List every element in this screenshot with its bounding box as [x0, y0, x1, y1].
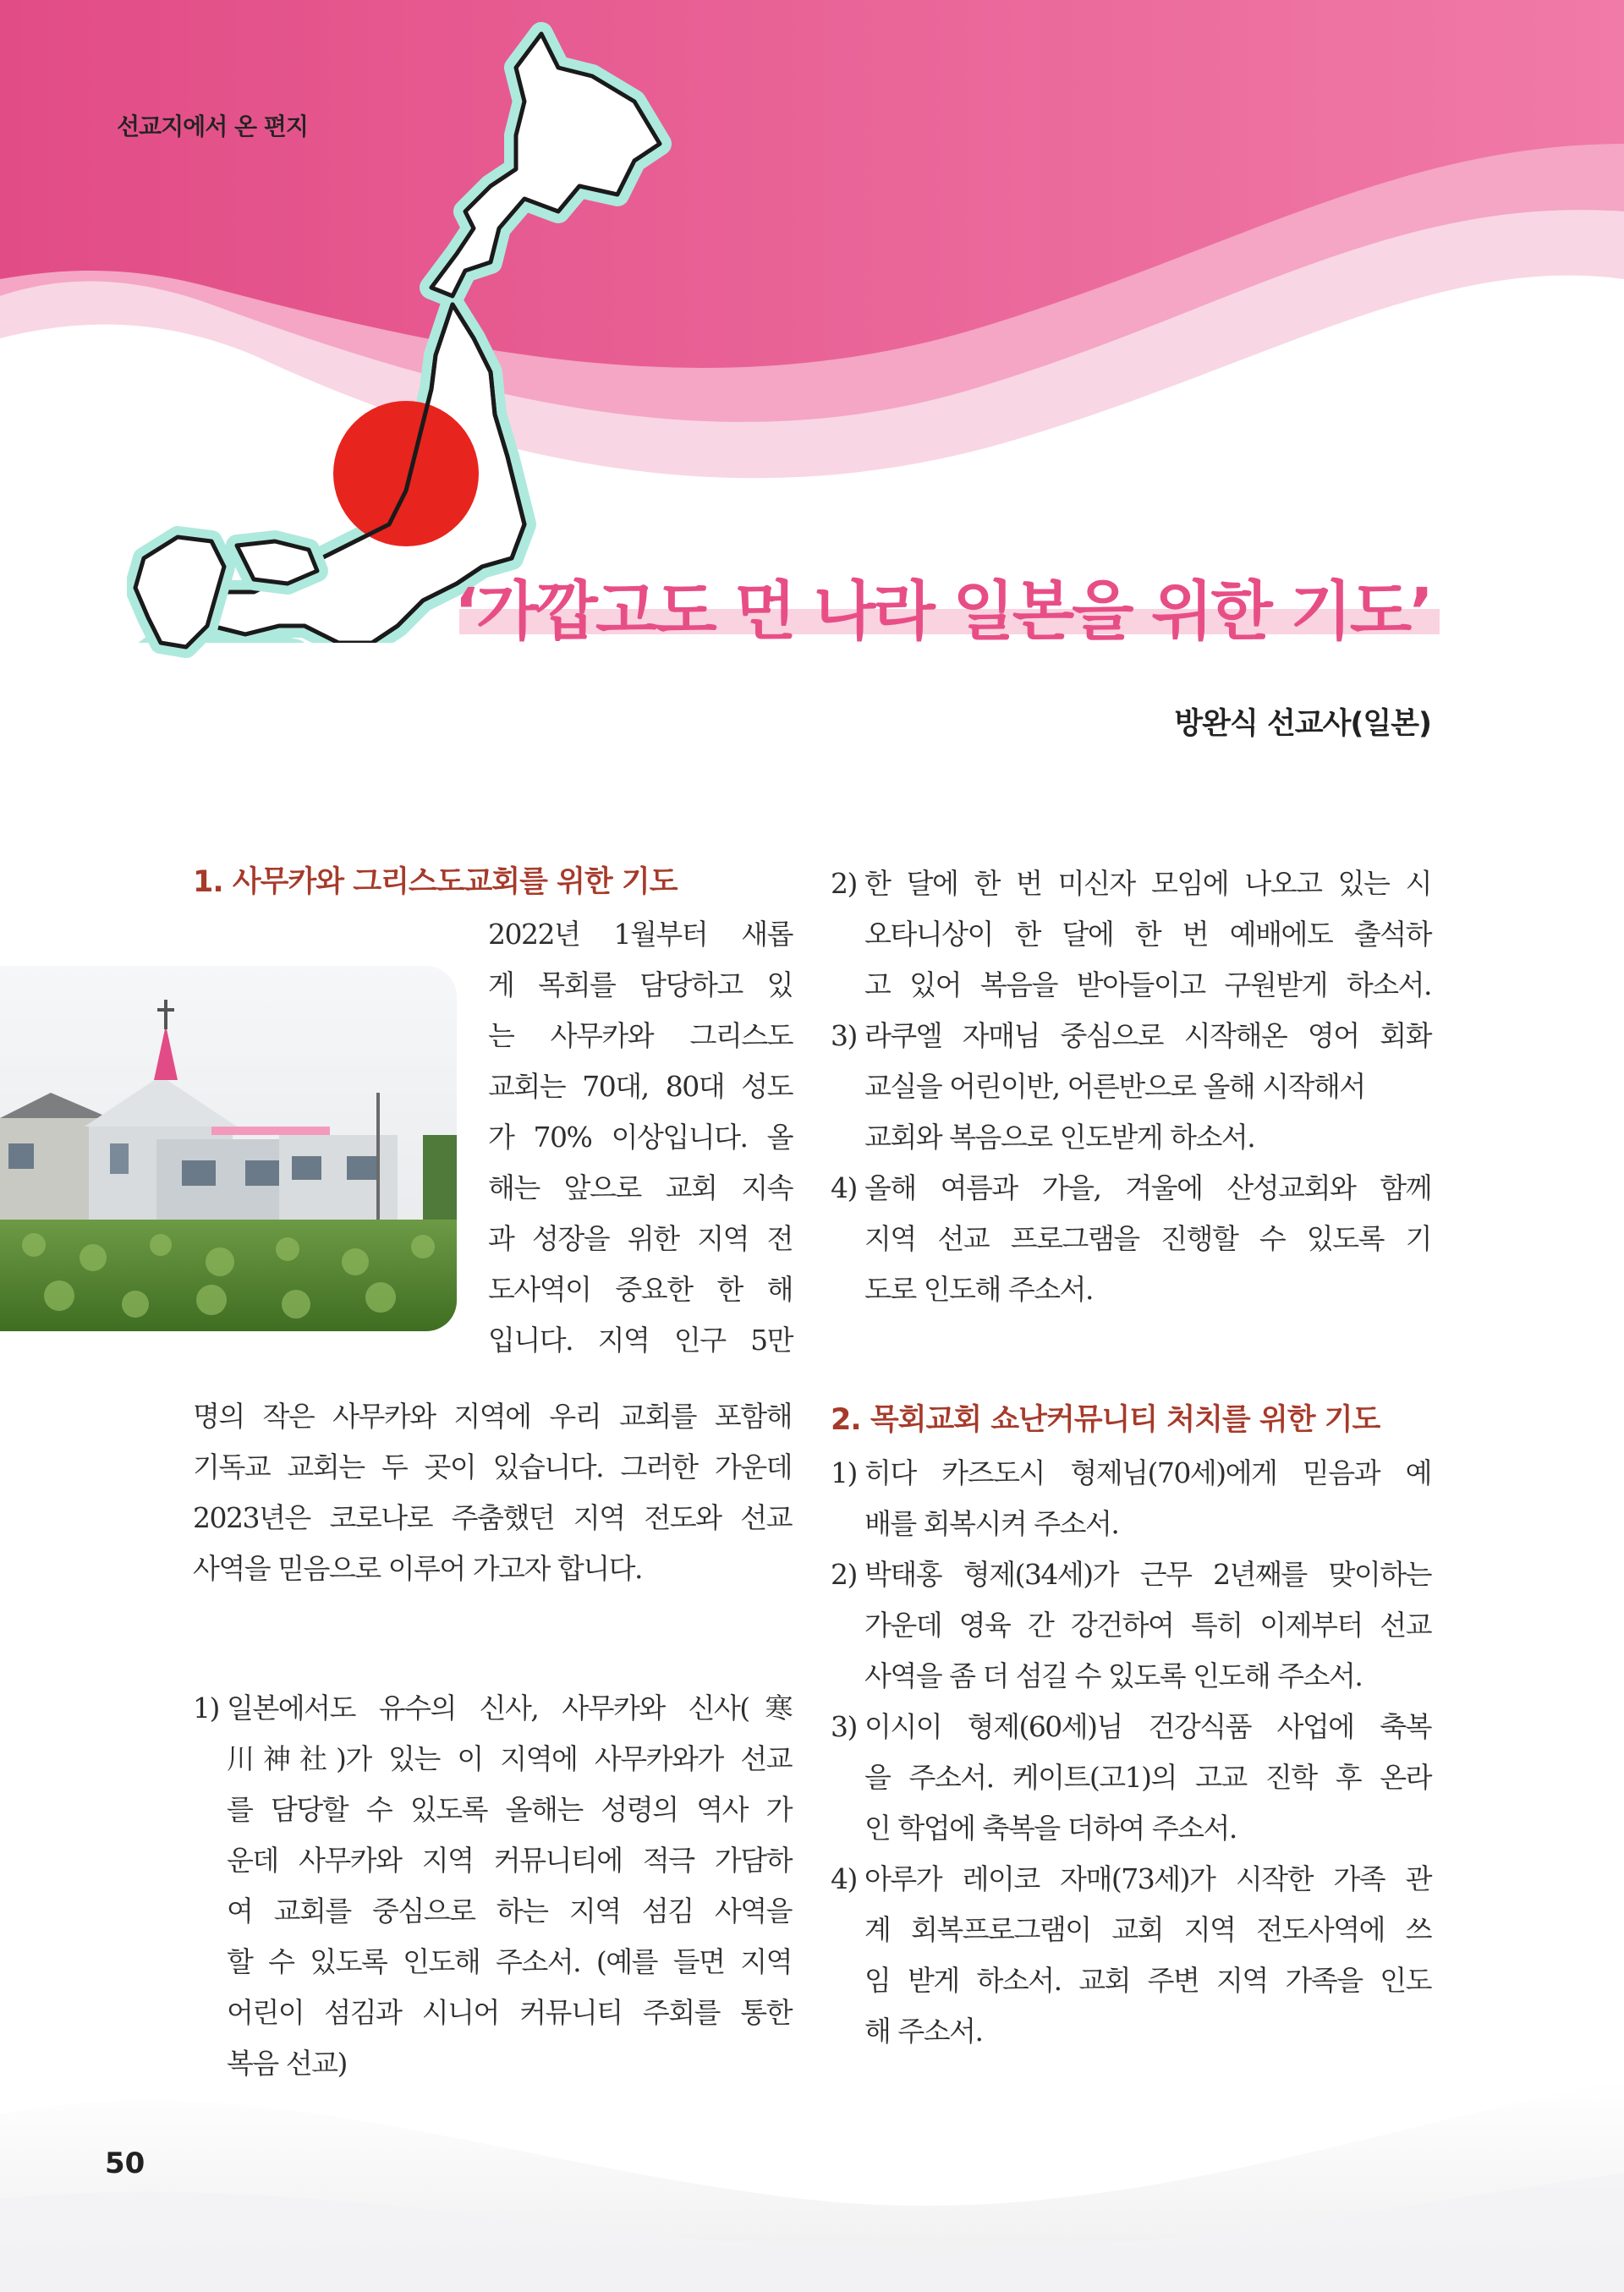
item-line: 운데 사무카와 지역 커뮤니티에 적극 가담하: [227, 1844, 792, 1877]
intro-line: 과 성장을 위한 지역 전: [488, 1222, 793, 1255]
item-line: 이시이 형제(60세)님 건강식품 사업에 축복: [864, 1710, 1431, 1743]
title-block: [454, 560, 1431, 652]
item-line: 여 교회를 중심으로 하는 지역 섬김 사역을: [227, 1894, 792, 1927]
item-line: 임 받게 하소서. 교회 주변 지역 가족을 인도: [864, 1964, 1431, 1997]
item-line: 해 주소서.: [864, 2015, 983, 2048]
item-line: 지역 선교 프로그램을 진행할 수 있도록 기: [864, 1222, 1431, 1255]
item-line: 올해 여름과 가을, 겨울에 산성교회와 함께: [864, 1171, 1431, 1204]
section2-list: [831, 1448, 1431, 2057]
item-line: 박태홍 형제(34세)가 근무 2년째를 맞이하는: [864, 1558, 1431, 1591]
rising-sun-circle: [333, 401, 479, 546]
item-line: 아루가 레이코 자매(73세)가 시작한 가족 관: [864, 1862, 1431, 1895]
item-line: 히다 카즈도시 형제님(70세)에게 믿음과 예: [864, 1456, 1431, 1489]
item-number: 1): [193, 1692, 219, 1724]
item-line: 川神社)가 있는 이 지역에 사무카와가 선교: [227, 1742, 792, 1775]
item-line: 배를 회복시켜 주소서.: [864, 1507, 1119, 1540]
item-line: 도로 인도해 주소서.: [864, 1273, 1093, 1306]
item-number: 3): [831, 1019, 857, 1052]
intro-line: 2022년 1월부터 새롭: [488, 918, 793, 951]
prayer-item: [831, 1854, 1431, 2057]
prayer-item: [831, 1549, 1431, 1702]
intro-line: 2023년은 코로나로 주춤했던 지역 전도와 선교: [193, 1501, 792, 1534]
item-line: 복음 선교): [227, 2047, 347, 2080]
page-title: ‘가깝고도 먼 나라 일본을 위한 기도’: [454, 573, 1431, 649]
item-line: 어린이 섬김과 시니어 커뮤니티 주회를 통한: [227, 1996, 792, 2029]
prayer-item: [831, 1011, 1431, 1163]
section1-intro-wrap: [488, 909, 793, 1366]
item-number: 1): [831, 1456, 857, 1489]
author-byline: 방완식 선교사(일본): [1174, 707, 1431, 741]
item-number: 2): [831, 1558, 857, 1591]
section-label: 선교지에서 온 편지: [117, 112, 308, 140]
item-line: 를 담당할 수 있도록 올해는 성령의 역사 가: [227, 1793, 792, 1826]
item-line: 교회와 복음으로 인도받게 하소서.: [864, 1121, 1255, 1154]
item-line: 교실을 어린이반, 어른반으로 올해 시작해서: [864, 1070, 1365, 1103]
prayer-item: [193, 1683, 792, 2089]
item-line: 을 주소서. 케이트(고1)의 고교 진학 후 온라: [864, 1761, 1431, 1794]
intro-line: 입니다. 지역 인구 5만: [488, 1324, 793, 1357]
intro-line: 가 70% 이상입니다. 올: [488, 1121, 793, 1154]
item-number: 2): [831, 867, 857, 900]
section1-heading: 1. 사무카와 그리스도교회를 위한 기도: [193, 865, 678, 899]
item-line: 사역을 좀 더 섬길 수 있도록 인도해 주소서.: [864, 1659, 1363, 1692]
item-line: 가운데 영육 간 강건하여 특히 이제부터 선교: [864, 1609, 1431, 1642]
item-line: 고 있어 복음을 받아들이고 구원받게 하소서.: [864, 968, 1431, 1001]
kyushu-shikoku-icon: [127, 507, 347, 660]
intro-line: 기독교 교회는 두 곳이 있습니다. 그러한 가운데: [193, 1450, 792, 1483]
item-line: 할 수 있도록 인도해 주소서. (예를 들면 지역: [227, 1945, 792, 1978]
item-line: 계 회복프로그램이 교회 지역 전도사역에 쓰: [864, 1913, 1431, 1946]
item-line: 인 학업에 축복을 더하여 주소서.: [864, 1812, 1237, 1845]
intro-line: 게 목회를 담당하고 있: [488, 968, 793, 1001]
section1-intro-full: [193, 1391, 792, 1594]
item-line: 라쿠엘 자매님 중심으로 시작해온 영어 회화: [864, 1019, 1431, 1052]
prayer-item: [831, 858, 1431, 1011]
page-number: 50: [105, 2147, 145, 2180]
prayer-item: [831, 1448, 1431, 1549]
item-line: 한 달에 한 번 미신자 모임에 나오고 있는 시: [864, 867, 1431, 900]
item-line: 일본에서도 유수의 신사, 사무카와 신사(寒: [227, 1692, 792, 1724]
intro-line: 교회는 70대, 80대 성도: [488, 1070, 793, 1103]
section1-list-right: [831, 858, 1431, 1315]
intro-line: 해는 앞으로 교회 지속: [488, 1171, 793, 1204]
item-line: 오타니상이 한 달에 한 번 예배에도 출석하: [864, 918, 1431, 951]
church-photo-drawing: [0, 966, 457, 1331]
item-number: 4): [831, 1171, 857, 1204]
intro-line: 는 사무카와 그리스도: [488, 1019, 793, 1052]
prayer-item: [831, 1702, 1431, 1854]
intro-line: 사역을 믿음으로 이루어 가고자 합니다.: [193, 1552, 642, 1585]
item-number: 4): [831, 1862, 857, 1895]
church-photo: [0, 966, 457, 1331]
item-number: 3): [831, 1710, 857, 1743]
intro-line: 도사역이 중요한 한 해: [488, 1273, 793, 1306]
section2-heading: 2. 목회교회 쇼난커뮤니티 처치를 위한 기도: [831, 1403, 1380, 1437]
prayer-item: [831, 1163, 1431, 1315]
intro-line: 명의 작은 사무카와 지역에 우리 교회를 포함해: [193, 1400, 792, 1433]
section1-list-left: [193, 1683, 792, 2089]
